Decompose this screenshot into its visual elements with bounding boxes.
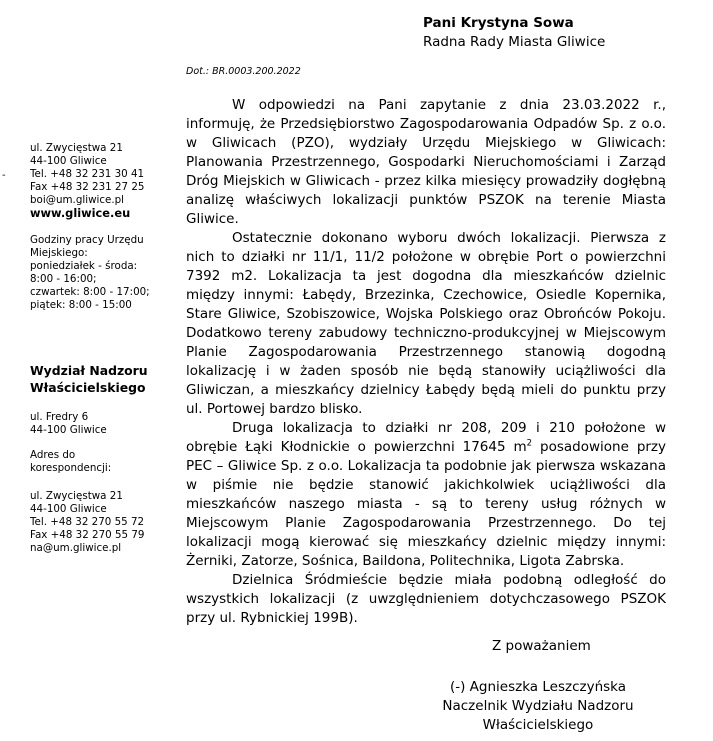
paragraph-text: Druga lokalizacja to działki nr 208, 209 i 210 położone w obrębie Łąki Kłodnickie o powierzchni 17645 m — [186, 420, 666, 455]
office-fax: Fax +48 32 231 27 25 — [30, 181, 145, 194]
dept-address-line: ul. Fredry 6 — [30, 411, 89, 423]
paragraph-text: posadowione przy PEC – Gliwice Sp. z o.o. Lokalizacja ta podobnie jak pierwsza wskazana w piśmie nie będzie stanowić jakichkolwiek uciążliwości dla mieszkańców naszego miasta - są to tereny usług różnych w Miejscowym Planie Zagospodarowania Przestrzennego. Do tej lokalizacji mogą kierować się mieszkańcy dzielnic między innymi: Żerniki, Zatorze, Sośnica, Baildona, Politechnika, Ligota Zabrska. — [186, 439, 667, 569]
superscript: 2 — [526, 438, 533, 449]
signer-position: Naczelnik Wydziału Nadzoru — [442, 698, 634, 714]
correspondence-label-line: Adres do — [30, 449, 76, 461]
office-address-line: ul. Zwycięstwa 21 — [30, 142, 123, 154]
body-paragraph: W odpowiedzi na Pani zapytanie z dnia 23.03.2022 r., informuję, że Przedsiębiorstwo Zagospodarowania Odpadów Sp. z o.o. w Gliwicach (PZO), wydziały Urzędu Miejskiego w Gliwicach: Planowania Przestrzennego, Gospodarki Nieruchomościami i Zarząd Dróg Miejskich w Gliwicach - przez kilka miesięcy prowadziły dogłębną analizę właściwych lokalizacji punktów PSZOK na terenie Miasta Gliwice. — [186, 97, 666, 227]
body-paragraph — [186, 419, 666, 571]
corr-fax: Fax +48 32 270 55 79 — [30, 529, 145, 542]
recipient-name: Pani Krystyna Sowa — [423, 15, 574, 31]
office-address-line: 44-100 Gliwice — [30, 155, 107, 168]
department-block — [30, 362, 148, 396]
office-address — [30, 142, 144, 221]
signer-position: Właścicielskiego — [482, 717, 594, 733]
department-name: Właścicielskiego — [30, 380, 146, 395]
body-paragraph: Ostatecznie dokonano wyboru dwóch lokalizacji. Pierwsza z nich to działki nr 11/1, 11/2 położone w obrębie Port o powierzchni 7392 m2. Lokalizacja ta jest dogodna dla mieszkańców dzielnic między innymi: Łabędy, Brzezinka, Czechowice, Osiedle Kopernika, Stare Gliwice, Szobiszowice, Wojska Polskiego oraz Obrońców Pokoju. Dodatkowo tereny zabudowy techniczno-produkcyjnej w Miejscowym Planie Zagospodarowania Przestrzennego stanowią dogodną lokalizację i w żaden sposób nie będą stanowiły uciążliwości dla Gliwiczan, a mieszkańcy dzielnicy Łabędy będą mieli do punktu przy ul. Portowej bardzo blisko. — [186, 230, 666, 417]
hours-heading: Godziny pracy Urzędu Miejskiego: — [30, 234, 144, 260]
hours-line: czwartek: 8:00 - 17:00; — [30, 286, 150, 299]
department-name: Wydział Nadzoru — [30, 363, 148, 378]
hours-line: 8:00 - 16:00; — [30, 273, 97, 286]
body-paragraph: Dzielnica Śródmieście będzie miała podobną odległość do wszystkich lokalizacji (z uwzględnieniem dotychczasowego PSZOK przy ul. Rybnickiej 199B). — [186, 572, 666, 626]
closing-salutation: Z poważaniem — [492, 638, 591, 654]
office-email: boi@um.gliwice.pl — [30, 194, 125, 207]
letter-body — [186, 96, 666, 628]
website-link[interactable]: www.gliwice.eu — [30, 206, 131, 221]
corr-address-line: 44-100 Gliwice — [30, 503, 107, 516]
office-phone: Tel. +48 32 231 30 41 — [30, 168, 145, 181]
correspondence-address — [30, 490, 144, 555]
signer-name: (-) Agnieszka Leszczyńska — [449, 679, 627, 695]
recipient-title: Radna Rady Miasta Gliwice — [423, 34, 606, 50]
margin-mark: - — [2, 170, 6, 181]
recipient-block — [423, 14, 605, 52]
correspondence-label-line: korespondencji: — [30, 462, 112, 475]
office-hours — [30, 234, 170, 313]
hours-line: piątek: 8:00 - 15:00 — [30, 299, 132, 312]
signature-block — [440, 678, 636, 735]
corr-email: na@um.gliwice.pl — [30, 542, 122, 555]
department-address — [30, 411, 107, 437]
correspondence-label — [30, 449, 111, 475]
dept-address-line: 44-100 Gliwice — [30, 424, 107, 437]
corr-phone: Tel. +48 32 270 55 72 — [30, 516, 145, 529]
reference-number: Dot.: BR.0003.200.2022 — [186, 66, 301, 77]
hours-line: poniedziałek - środa: — [30, 260, 138, 273]
corr-address-line: ul. Zwycięstwa 21 — [30, 490, 123, 502]
